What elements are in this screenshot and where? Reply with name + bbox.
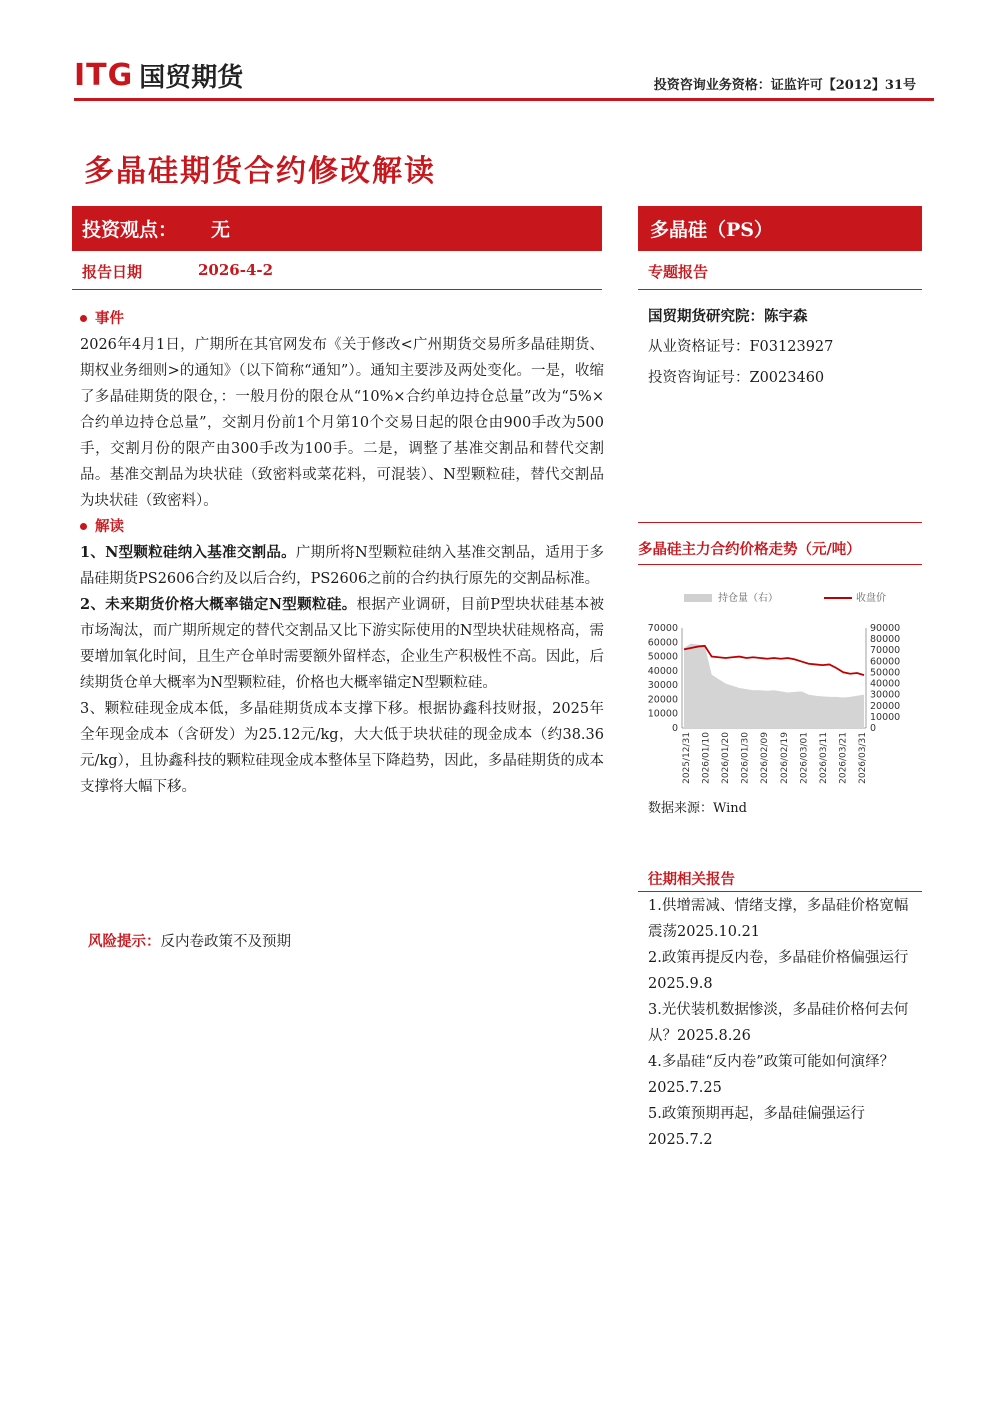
consult-number: Z0023460 bbox=[749, 370, 825, 386]
event-heading: 事件 bbox=[80, 306, 604, 332]
category-bar bbox=[638, 206, 922, 251]
chart-title: 多晶硅主力合约价格走势（元/吨） bbox=[638, 541, 861, 558]
document-title: 多晶硅期货合约修改解读 bbox=[84, 154, 436, 189]
main-content bbox=[80, 306, 604, 800]
chart-title-divider bbox=[638, 564, 922, 565]
y-left-tick-label: 0 bbox=[671, 723, 678, 734]
y-right-tick-label: 70000 bbox=[870, 645, 901, 657]
related-divider bbox=[638, 891, 922, 892]
investment-view-value: 无 bbox=[211, 219, 231, 241]
y-right-tick-label: 30000 bbox=[870, 689, 901, 701]
x-tick-label: 2025/12/31 bbox=[682, 732, 692, 784]
logo-itg: ITG bbox=[74, 57, 134, 93]
y-left-tick-label: 10000 bbox=[647, 708, 678, 720]
x-tick-label: 2026/03/01 bbox=[799, 732, 810, 784]
risk-label: 风险提示： bbox=[88, 933, 161, 950]
event-text: 2026年4月1日，广期所在其官网发布《关于修改<广州期货交易所多晶硅期货、期权业务细则>的通知》（以下简称“通知”）。通知主要涉及两处变化。一是，收缩了多晶硅期货的限仓，：一般月份的限仓从“10%×合约单边持仓总量”改为“5%×合约单边持仓总量”，交割月份前1个月第10个交易日起的限仓由900手改为500手，交割月份的限产由300手改为100手。二是，调整了基准交割品和替代交割品。基准交割品为块状硅（致密料或菜花料，可混装）、N型颗粒硅，替代交割品为块状硅（致密料）。 bbox=[80, 337, 604, 509]
type-divider bbox=[638, 289, 922, 290]
analysis-point-1-title: 1、N型颗粒硅纳入基准交割品。 bbox=[80, 544, 296, 561]
consult-label: 投资咨询证号： bbox=[648, 370, 750, 386]
y-right-tick-label: 90000 bbox=[870, 623, 901, 634]
related-item[interactable]: 5.政策预期再起，多晶硅偏强运行2025.7.2 bbox=[648, 1106, 865, 1148]
analysis-heading: 解读 bbox=[80, 514, 604, 540]
related-heading: 往期相关报告 bbox=[648, 871, 735, 888]
analysis-point-2-title: 2、未来期货价格大概率锚定N型颗粒硅。 bbox=[80, 596, 357, 613]
y-left-tick-label: 50000 bbox=[647, 651, 678, 663]
related-item[interactable]: 1.供增需减、情绪支撑，多晶硅价格宽幅震荡2025.10.21 bbox=[648, 898, 909, 940]
investment-view-bar bbox=[72, 206, 602, 251]
header-rule bbox=[74, 98, 934, 101]
bullet-icon bbox=[80, 523, 87, 530]
analysis-point-1-text: 广期所将N型颗粒硅纳入基准交割品，适用于多晶硅期货PS2606合约及以后合约，PS2606之前的合约执行原先的交割品标准。 bbox=[80, 545, 605, 587]
legend-area-label: 持仓量（右） bbox=[718, 593, 778, 604]
analysis-point-1 bbox=[80, 540, 604, 592]
analysis-point-2-text: 根据产业调研，目前P型块状硅基本被市场淘汰，而广期所规定的替代交割品又比下游实际使用的N型块状硅规格高，需要增加氧化时间，且生产仓单时需要额外留样态，企业生产积极性不高。因此，后续期货仓单大概率为N型颗粒硅，价格也大概率锚定N型颗粒硅。 bbox=[80, 597, 604, 691]
report-date-label: 报告日期 bbox=[82, 263, 143, 281]
analysis-point-3: 3、颗粒硅现金成本低，多晶硅期货成本支撑下移。根据协鑫科技财报，2025年全年现金成本（含研发）为25.12元/kg，大大低于块状硅的现金成本（约38.36元/kg），且协鑫科技的颗粒硅现金成本整体呈下降趋势，因此，多晶硅期货的成本支撑将大幅下移。 bbox=[80, 701, 604, 795]
x-tick-label: 2026/03/31 bbox=[858, 732, 868, 784]
qualification-line bbox=[648, 332, 833, 363]
consult-line bbox=[648, 363, 833, 394]
author-institute: 国贸期货研究院：陈宇森 bbox=[648, 308, 808, 325]
x-tick-label: 2026/01/30 bbox=[740, 732, 751, 784]
y-right-tick-label: 20000 bbox=[870, 700, 901, 712]
license-text: 投资咨询业务资格：证监许可【2012】31号 bbox=[653, 78, 916, 93]
y-left-tick-label: 40000 bbox=[647, 665, 678, 677]
report-type: 专题报告 bbox=[648, 263, 709, 281]
y-right-tick-label: 80000 bbox=[870, 634, 901, 646]
author-divider bbox=[638, 522, 922, 523]
x-tick-label: 2026/03/11 bbox=[818, 732, 829, 784]
y-left-tick-label: 70000 bbox=[647, 623, 678, 634]
date-divider bbox=[72, 289, 602, 290]
y-left-tick-label: 60000 bbox=[647, 637, 678, 649]
related-list bbox=[648, 893, 910, 1153]
price-chart bbox=[638, 572, 922, 792]
related-item[interactable]: 3.光伏装机数据惨淡，多晶硅价格何去何从？2025.8.26 bbox=[648, 1002, 909, 1044]
series-close-price-line bbox=[684, 646, 864, 675]
risk-note bbox=[88, 930, 291, 951]
related-item[interactable]: 2.政策再提反内卷，多晶硅价格偏强运行2025.9.8 bbox=[648, 950, 909, 992]
y-left-tick-label: 30000 bbox=[647, 680, 678, 692]
legend-line-label: 收盘价 bbox=[856, 593, 886, 604]
report-date-value: 2026-4-2 bbox=[198, 261, 274, 279]
analysis-point-2 bbox=[80, 592, 604, 696]
y-left-tick-label: 20000 bbox=[647, 694, 678, 706]
y-right-tick-label: 50000 bbox=[870, 667, 901, 679]
y-right-tick-label: 40000 bbox=[870, 678, 901, 690]
qualification-number: F03123927 bbox=[749, 339, 834, 355]
x-tick-label: 2026/03/21 bbox=[838, 732, 849, 784]
x-tick-label: 2026/01/10 bbox=[701, 732, 712, 784]
related-item[interactable]: 4.多晶硅“反内卷”政策可能如何演绎？2025.7.25 bbox=[648, 1054, 895, 1096]
x-tick-label: 2026/02/19 bbox=[779, 732, 790, 784]
legend-area-swatch bbox=[684, 594, 712, 602]
risk-text: 反内卷政策不及预期 bbox=[160, 934, 291, 950]
category-name: 多晶硅（PS） bbox=[650, 219, 774, 241]
y-right-tick-label: 10000 bbox=[870, 711, 901, 723]
x-tick-label: 2026/02/09 bbox=[760, 732, 771, 784]
author-block bbox=[648, 301, 833, 394]
chart-svg bbox=[638, 572, 922, 792]
y-right-tick-label: 60000 bbox=[870, 656, 901, 668]
bullet-icon bbox=[80, 315, 87, 322]
y-right-tick-label: 0 bbox=[870, 723, 877, 734]
x-tick-label: 2026/01/20 bbox=[721, 732, 732, 784]
qualification-label: 从业资格证号： bbox=[648, 339, 750, 355]
logo-cn: 国贸期货 bbox=[139, 62, 244, 93]
chart-source: 数据来源：Wind bbox=[648, 801, 747, 816]
brand-logo bbox=[74, 58, 243, 92]
investment-view-label: 投资观点： bbox=[82, 219, 178, 241]
